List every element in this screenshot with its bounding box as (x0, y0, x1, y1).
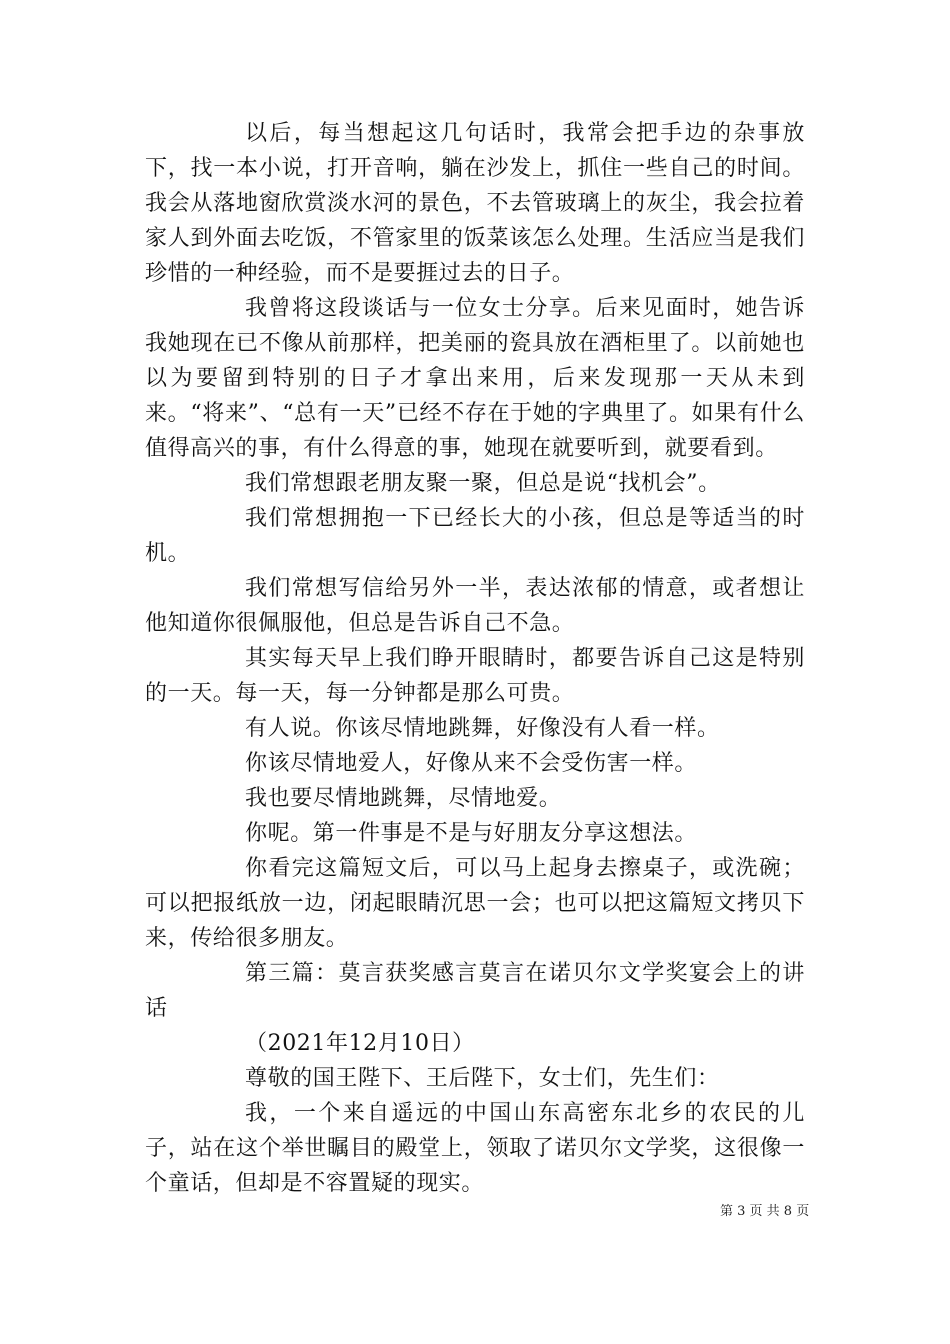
salutation: 尊敬的国王陛下、王后陛下，女士们，先生们： (245, 1066, 720, 1091)
section-heading: 第三篇：莫言获奖感言莫言在诺贝尔文学奖宴会上的讲话 (145, 961, 805, 1021)
paragraph: 我也要尽情地跳舞，尽情地爱。 (245, 786, 562, 811)
speech-date: （2021年12月10日） (245, 1031, 475, 1056)
paragraph: 我们常想跟老朋友聚一聚，但总是说“找机会”。 (245, 471, 721, 496)
paragraph: 你呢。第一件事是不是与好朋友分享这想法。 (245, 821, 698, 846)
paragraph: 其实每天早上我们睁开眼睛时，都要告诉自己这是特别的一天。每一天，每一分钟都是那么可贵。 (145, 646, 805, 706)
document-body (145, 116, 805, 1201)
paragraph: 有人说。你该尽情地跳舞，好像没有人看一样。 (245, 716, 720, 741)
paragraph: 你看完这篇短文后，可以马上起身去擦桌子，或洗碗；可以把报纸放一边，闭起眼睛沉思一会；也可以把这篇短文拷贝下来，传给很多朋友。 (145, 856, 805, 951)
page-number: 第 3 页 共 8 页 (720, 1204, 810, 1219)
paragraph: 我曾将这段谈话与一位女士分享。后来见面时，她告诉我她现在已不像从前那样，把美丽的瓷具放在酒柜里了。以前她也以为要留到特别的日子才拿出来用，后来发现那一天从未到来。“将来”、“总有一天”已经不存在于她的字典里了。如果有什么值得高兴的事，有什么得意的事，她现在就要听到，就要看到。 (145, 296, 805, 461)
paragraph: 你该尽情地爱人，好像从来不会受伤害一样。 (245, 751, 698, 776)
paragraph: 我，一个来自遥远的中国山东高密东北乡的农民的儿子，站在这个举世瞩目的殿堂上，领取了诺贝尔文学奖，这很像一个童话，但却是不容置疑的现实。 (145, 1101, 805, 1196)
paragraph: 我们常想拥抱一下已经长大的小孩，但总是等适当的时机。 (145, 506, 805, 566)
paragraph: 以后，每当想起这几句话时，我常会把手边的杂事放下，找一本小说，打开音响，躺在沙发上，抓住一些自己的时间。我会从落地窗欣赏淡水河的景色，不去管玻璃上的灰尘，我会拉着家人到外面去吃饭，不管家里的饭菜该怎么处理。生活应当是我们珍惜的一种经验，而不是要捱过去的日子。 (145, 121, 805, 286)
paragraph: 我们常想写信给另外一半，表达浓郁的情意，或者想让他知道你很佩服他，但总是告诉自己不急。 (145, 576, 805, 636)
